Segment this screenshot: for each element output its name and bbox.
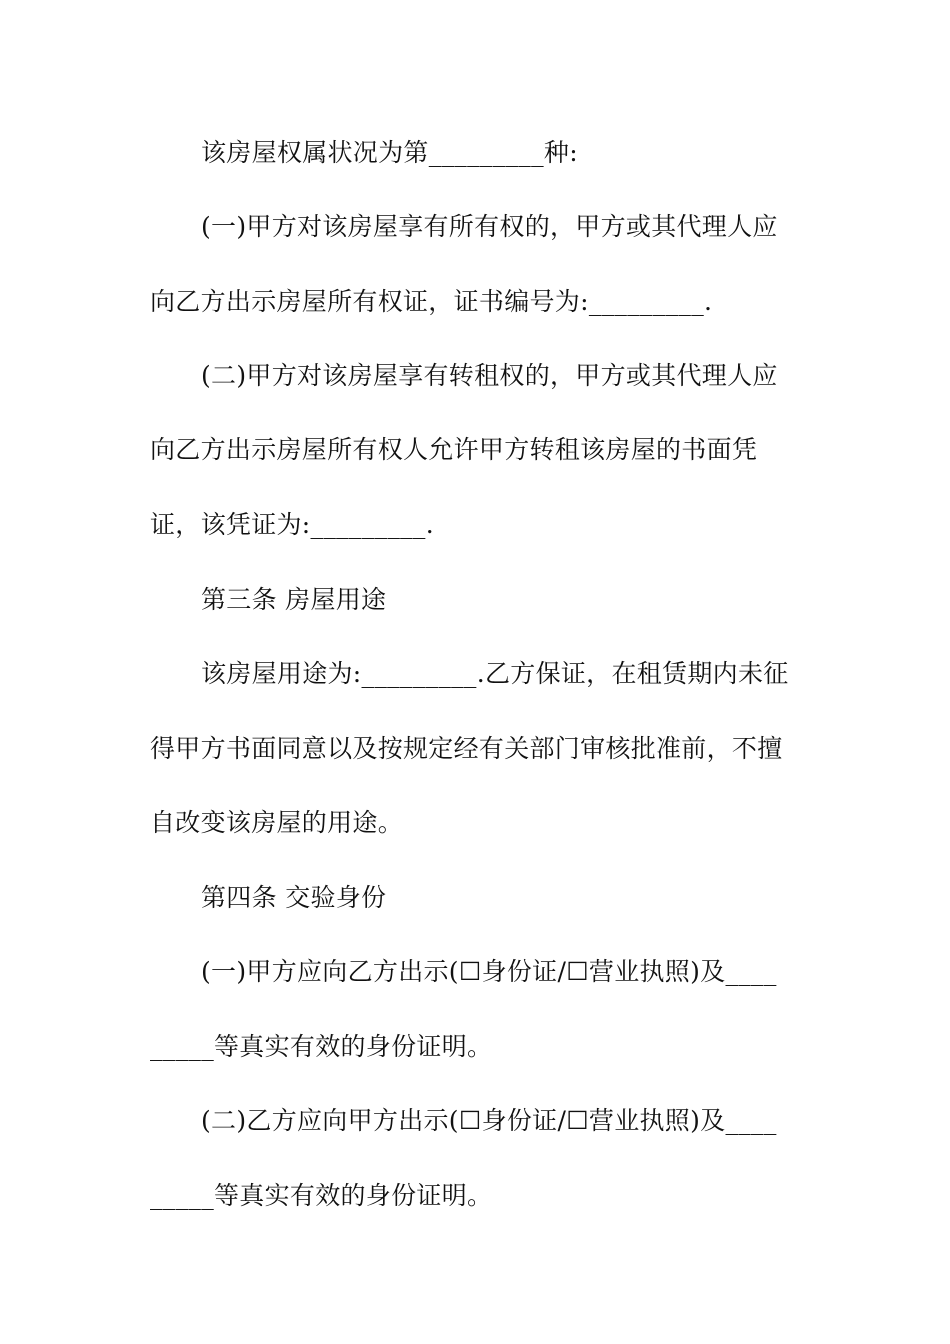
article-3-heading: 第三条 房屋用途 xyxy=(201,585,387,614)
paragraph-ownership-clause-2-end: 证，该凭证为:_________. xyxy=(150,510,434,539)
paragraph-ownership-clause-1-cont: 向乙方出示房屋所有权证，证书编号为:_________. xyxy=(150,287,713,316)
paragraph-ownership-status: 该房屋权属状况为第_________种: xyxy=(201,138,578,167)
paragraph-ownership-clause-2: (二)甲方对该房屋享有转租权的，甲方或其代理人应 xyxy=(201,361,778,390)
paragraph-identity-party-b: (二)乙方应向甲方出示(☐身份证/☐营业执照)及____ xyxy=(201,1106,777,1135)
paragraph-identity-party-b-cont: _____等真实有效的身份证明。 xyxy=(150,1181,493,1210)
paragraph-house-usage-cont: 得甲方书面同意以及按规定经有关部门审核批准前，不擅 xyxy=(150,734,783,763)
article-4-heading: 第四条 交验身份 xyxy=(201,883,387,912)
paragraph-ownership-clause-2-cont: 向乙方出示房屋所有权人允许甲方转租该房屋的书面凭 xyxy=(150,435,758,464)
paragraph-ownership-clause-1: (一)甲方对该房屋享有所有权的，甲方或其代理人应 xyxy=(201,212,778,241)
paragraph-house-usage-end: 自改变该房屋的用途。 xyxy=(150,808,404,837)
paragraph-identity-party-a-cont: _____等真实有效的身份证明。 xyxy=(150,1032,493,1061)
paragraph-identity-party-a: (一)甲方应向乙方出示(☐身份证/☐营业执照)及____ xyxy=(201,957,777,986)
paragraph-house-usage: 该房屋用途为:_________.乙方保证，在租赁期内未征 xyxy=(201,659,789,688)
